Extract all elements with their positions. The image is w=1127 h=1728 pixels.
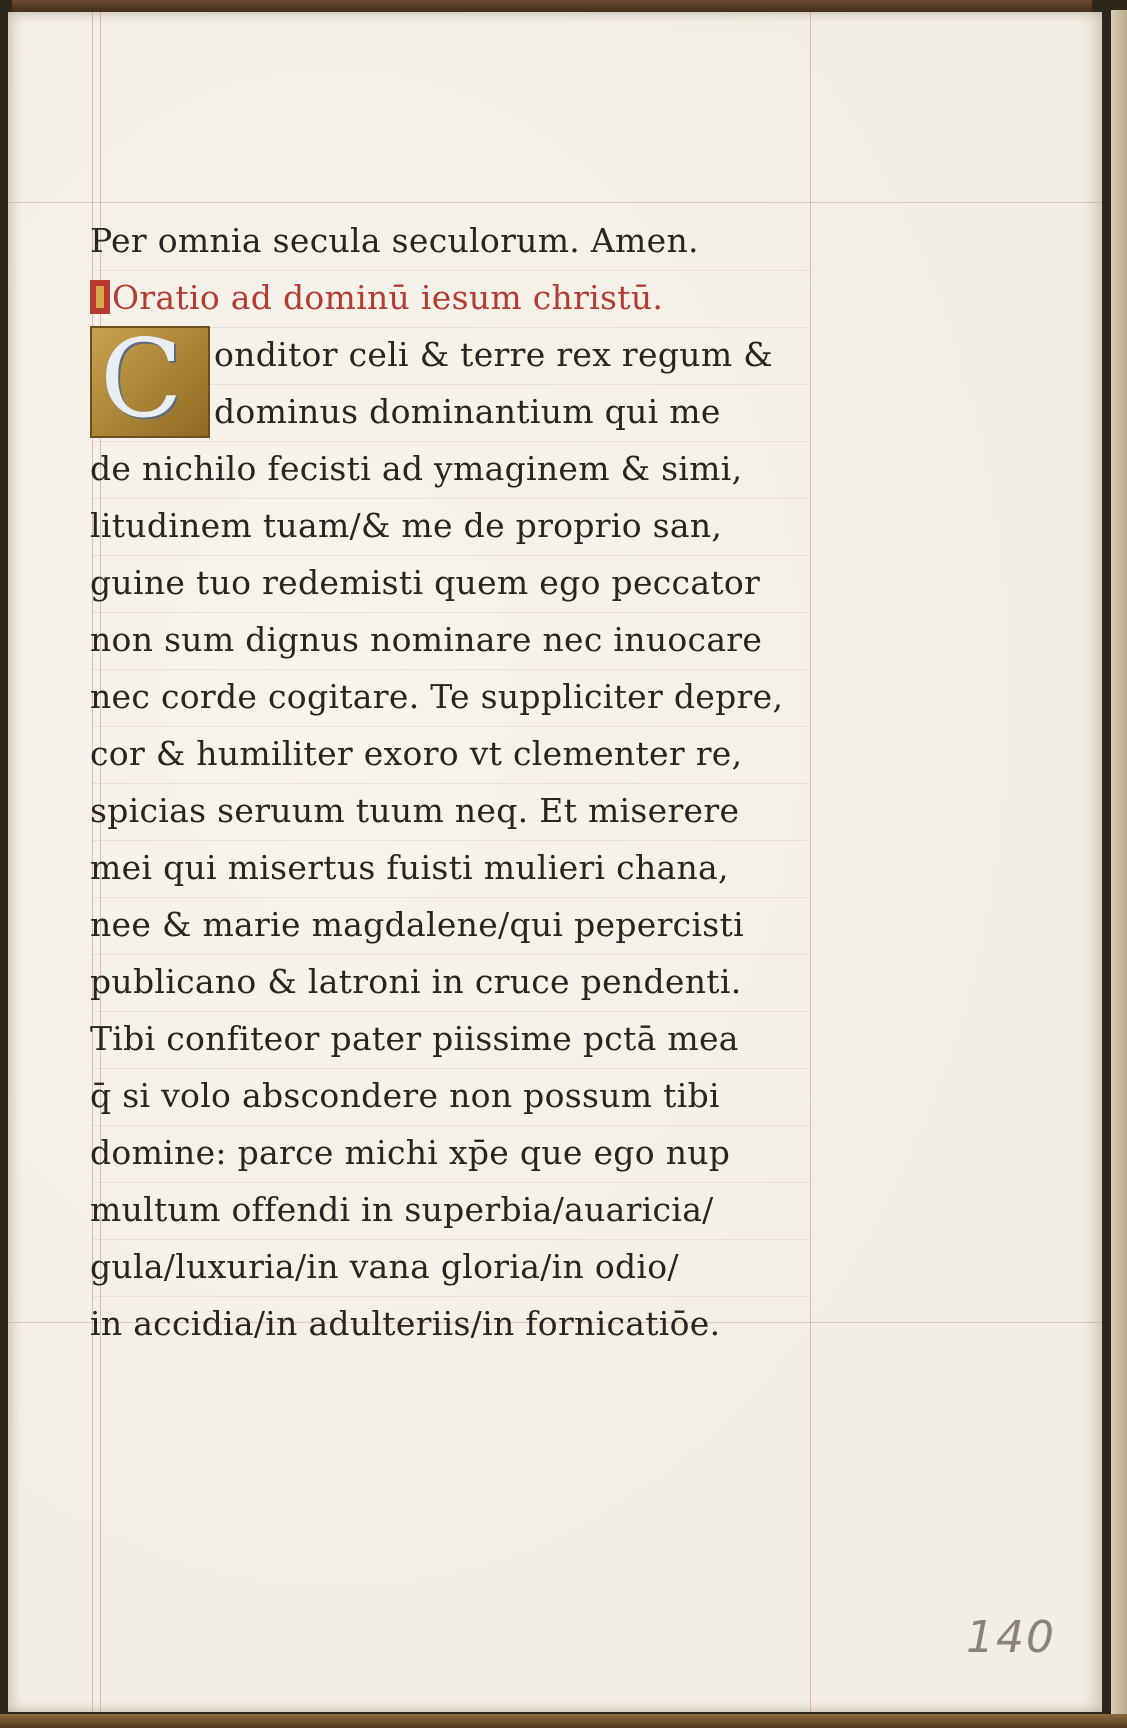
initial-letter: C [100,317,183,442]
text-line: dominus dominantium qui me [214,392,721,431]
text-line: nec corde cogitare. Te suppliciter depre, [90,677,784,716]
rubric-heading [90,269,850,326]
text-line: domine: parce michi xp̄e que ego nup [90,1133,731,1172]
paragraph-mark-icon [90,280,110,314]
binding-edge-bottom [0,1714,1127,1728]
ruling-top [8,202,1102,203]
text-line: publicano & latroni in cruce pendenti. [90,962,742,1001]
text-line: Per omnia secula seculorum. Amen. [90,221,699,260]
text-line: onditor celi & terre rex regum & [214,335,773,374]
text-line: de nichilo fecisti ad ymaginem & simi, [90,449,743,488]
folio-number: 140 [966,1612,1056,1663]
text-line: guine tuo redemisti quem ego peccator [90,563,761,602]
text-line: q̄ si volo abscondere non possum tibi [90,1076,720,1115]
text-line: mei qui misertus fuisti mulieri chana, [90,848,729,887]
manuscript-text [90,212,850,1352]
text-line: multum offendi in superbia/auaricia/ [90,1190,714,1229]
rubric-text: Oratio ad dominū iesum christū. [112,278,664,317]
text-line: litudinem tuam/& me de proprio san, [90,506,723,545]
text-line: in accidia/in adulteriis/in fornicatiōe. [90,1304,721,1343]
page-edges-right [1111,10,1127,1720]
text-line: gula/luxuria/in vana gloria/in odio/ [90,1247,679,1286]
text-line: non sum dignus nominare nec inuocare [90,620,763,659]
manuscript-page [8,12,1102,1712]
text-line: cor & humiliter exoro vt clementer re, [90,734,743,773]
text-line: spicias seruum tuum neq. Et miserere [90,791,740,830]
text-line: Tibi confiteor pater piissime pctā mea [90,1019,739,1058]
text-line: nee & marie magdalene/qui pepercisti [90,905,744,944]
